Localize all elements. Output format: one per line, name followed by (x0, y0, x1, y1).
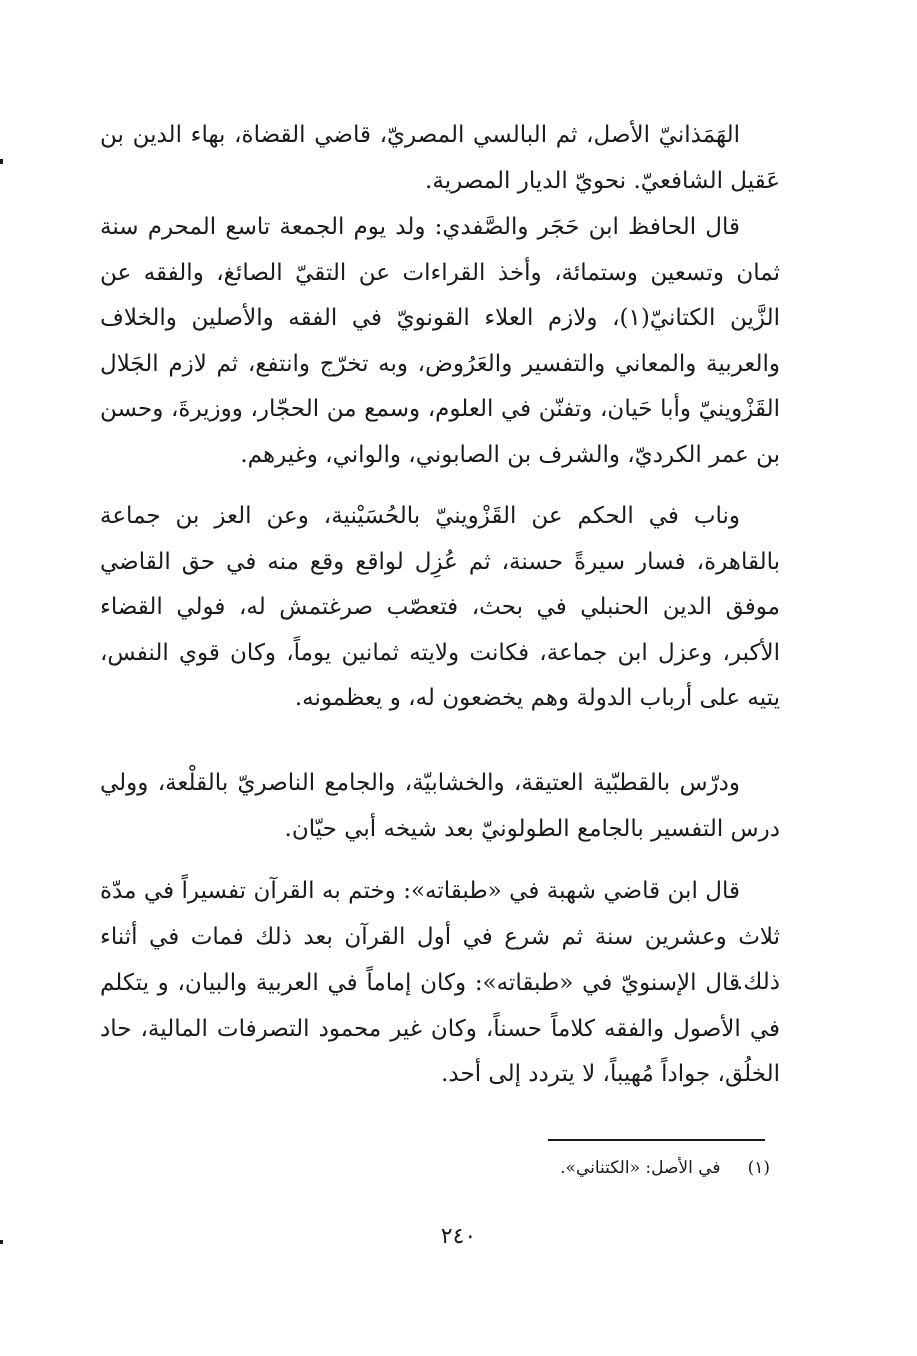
margin-mark (0, 159, 3, 164)
paragraph-text: قال الإسنويّ في «طبقاته»: وكان إماماً في العربية والبيان، و يتكلم في الأصول والفقه كلاماً حسناً، وكان غير محمود التصرفات المالية، حاد الخلُق، جواداً مُهيباً، لا يتردد إلى أحد. (100, 970, 780, 1087)
paragraph-4 (100, 761, 780, 852)
footnote-text: في الأصل: «الكتناني». (560, 1158, 721, 1178)
paragraph-text: وناب في الحكم عن القَزْوينيّ بالحُسَيْنية، وعن العز بن جماعة بالقاهرة، فسار سيرةً حسنة، ثم عُزِل لواقع وقع منه في حق القاضي موفق الدين الحنبلي في بحث، فتعصّب صرغتمش له، فولي القضاء الأكبر، وعزل ابن جماعة، فكانت ولايته ثمانين يوماً، وكان قوي النفس، يتيه على أرباب الدولة وهم يخضعون له، و يعظمونه. (100, 503, 780, 711)
paragraph-text: قال الحافظ ابن حَجَر والصَّفدي: ولد يوم الجمعة تاسع المحرم سنة ثمان وتسعين وستمائة، وأخذ القراءات عن التقيّ الصائغ، والفقه عن الزَّين الكتانيّ(١)، ولازم العلاء القونويّ في الفقه والأصلين والخلاف والعربية والمعاني والتفسير والعَرُوض، وبه تخرّج وانتفع، ثم لازم الجَلال القَزْوينيّ وأبا حَيان، وتفنّن في العلوم، وسمع من الحجّار، ووزيرةَ، وحسن بن عمر الكرديّ، والشرف بن الصابوني، والواني، وغيرهم. (100, 214, 781, 468)
paragraph-1 (100, 113, 780, 204)
paragraph-3 (100, 494, 780, 722)
footnote-divider (548, 1139, 765, 1141)
footnote-spacer (726, 1158, 742, 1178)
paragraph-text: الهَمَذانيّ الأصل، ثم البالسي المصريّ، قاضي القضاة، بهاء الدين بن عَقيل الشافعيّ. نحويّ الديار المصرية. (100, 122, 780, 194)
paragraph-6 (100, 961, 780, 1098)
paragraph-text: ودرّس بالقطبّية العتيقة، والخشابيّة، والجامع الناصريّ بالقلْعة، وولي درس التفسير بالجامع الطولونيّ بعد شيخه أبي حيّان. (100, 770, 780, 842)
footnote-marker: (١) (747, 1158, 770, 1178)
paragraph-2 (100, 205, 780, 478)
footnote (300, 1150, 770, 1186)
page-number: ٢٤٠ (440, 1224, 477, 1249)
paragraph-text: قال ابن قاضي شهبة في «طبقاته»: وختم به القرآن تفسيراً في مدّة ثلاث وعشرين سنة ثم شرع في أول القرآن بعد ذلك فمات في أثناء ذلك. (100, 878, 780, 995)
